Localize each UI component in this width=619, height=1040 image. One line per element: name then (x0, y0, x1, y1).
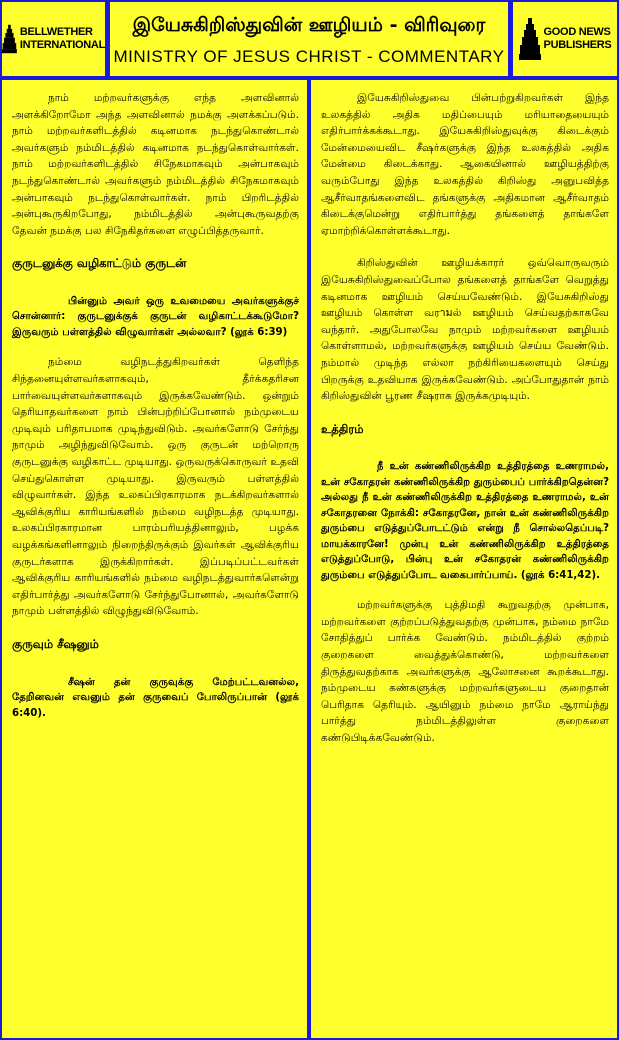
good-news-logo (513, 2, 617, 76)
left-column (2, 80, 307, 1038)
title-tamil: இயேசுகிறிஸ்துவின் ஊழியம் - விரிவுரை (132, 14, 486, 36)
right-paragraph-3: மற்றவர்களுக்கு புத்திமதி கூறுவதற்கு முன்பாக, மற்றவர்களை குற்றப்படுத்துவதற்கு முன்பாக, நம்மை நாமே சோதித்துப் பார்க்க வேண்டும். நம்மிடத்தில் குற்றம் குறைகளை வைத்துக்கொண்டு, மற்றவர்களை திருத்துவதற்காக அவர்களுக்கு ஆலோசனை கூறக்கூடாது. நம்முடைய கண்களுக்கு மற்றவர்களுடைய குறைதான் பெரிதாக தெரியும். ஆயினும் நம்மை நாமே ஆராய்ந்து பார்த்து நம்மிடத்திலுள்ள குறைகளை கண்டுபிடிக்கவேண்டும். (321, 599, 609, 745)
good-news-logo-text: GOOD NEWS PUBLISHERS (543, 26, 612, 51)
left-paragraph-1: நாம் மற்றவர்களுக்கு எந்த அளவினால் அளக்கிறோமோ அந்த அளவினால் நமக்கு அளக்கப்படும். நாம் மற்றவர்களிடத்தில் கடினமாக நடந்துகொண்டால் அவர்களும் நம்மிடத்தில் கடினமாக நடந்துகொள்வார்கள். நாம் மற்றவர்களிடத்தில் சிநேகமாகவும் அன்பாகவும் நடந்துகொண்டால் அவர்களும் நம்மிடத்தில் சிநேகமாகவும் அன்பாகவும் நடந்துகொள்வார்கள். நாம் பிறரிடத்தில் அன்புகூருகிறபோது, நம்மிடத்தில் அன்புகூருவதற்கு தேவன் நமக்கு பல சிநேகிதர்களை எழுப்பித்தருவார். (12, 92, 299, 237)
section-heading-beam: உத்திரம் (321, 421, 364, 436)
left-paragraph-2: நம்மை வழிநடத்துகிறவர்கள் தெளிந்த சிந்தனையுள்ளவர்களாகவும், தீர்க்கதரிசன பார்வையுள்ளவர்களாகவும் இருக்கவேண்டும். ஒன்றும் தெரியாதவர்களை நாம் பின்பற்றிப்போனால் நம்முடைய முடிவும் பரிதாபமாக முடிந்துவிடும். அவர்களோடு சேர்ந்து நாமும் அழிந்துவிடுவோம். ஒரு குருடன் மற்றொரு குருடனுக்கு வழிகாட்ட முடியாது. ஒருவருக்கொருவர் உதவி செய்துகொள்ள முடியாது. இருவரும் பள்ளத்தில் விழுவார்கள். இந்த உலகப்பிரகாரமாக நடக்கிறவர்களால் ஆவிக்குரிய காரியங்களில் நம்மை வழிநடத்த முடியாது. உலகப்பிரகாரமான பாரம்பரியத்தினாலும், பழக்க வழக்கங்களினாலும் நிறைந்திருக்கும் இவர்கள் ஆவிக்குரிய குருடர்களாக இருக்கிறார்கள். இப்படிப்பட்டவர்கள் ஆவிக்குரிய காரியங்களில் நம்மை வழிநடத்துவார்களென்று எதிர்பார்த்து அவர்களோடு சேர்ந்துபோனால், அவர்களோடு நாமும் பள்ளத்தில் விழுந்துவிடுவோம். (12, 356, 299, 618)
bellwether-logo-icon (2, 16, 17, 62)
section-heading-teacher-disciple: குருவும் சீஷனும் (12, 636, 99, 651)
page-header (110, 2, 508, 76)
good-news-logo-icon (519, 16, 541, 62)
title-english: MINISTRY OF JESUS CHRIST - COMMENTARY (113, 47, 505, 66)
right-paragraph-1: இயேசுகிறிஸ்துவை பின்பற்றுகிறவர்கள் இந்த உலகத்தில் அதிக மதிப்பையும் மரியாதையையும் எதிர்பார்க்கக்கூடாது. இயேசுகிறிஸ்துவுக்கு கிடைக்கும் மேன்மையைவிட சீஷர்களுக்கு இந்த உலகத்தில் அதிக மேன்மை கிடைக்காது. ஆகையினால் ஊழியத்திற்கு வரும்போது இந்த உலகத்தில் கிறிஸ்து அனுபவித்த ஆசீர்வாதங்களைவிட தங்களுக்கு அதிகமான ஆசீர்வாதம் கிடைக்குமென்று எதிர்பார்த்து தங்களைத் தாங்களே ஏமாற்றிக்கொள்ளக்கூடாது. (321, 92, 609, 237)
section-heading-blind-guide: குருடனுக்கு வழிகாட்டும் குருடன் (12, 256, 187, 271)
scripture-quote-luke-6-40: சீஷன் தன் குருவுக்கு மேற்பட்டவனல்ல, தேறினவன் எவனும் தன் குருவைப் போலிருப்பான் (லூக் 6:40). (12, 676, 299, 719)
right-column (311, 80, 617, 1038)
scripture-quote-luke-6-41-42: நீ உன் கண்ணிலிருக்கிற உத்திரத்தை உணராமல், உன் சகோதரன் கண்ணிலிருக்கிற துரும்பைப் பார்க்கிறதென்ன? அல்லது நீ உன் கண்ணிலிருக்கிற உத்திரத்தை உணராமல், உன் சகோதரனை நோக்கி: சகோதரனே, நான் உன் கண்ணிலிருக்கிற துரும்பை எடுத்துப்போடட்டும் என்று நீ சொல்லதெப்படி? மாயக்காரனே! முன்பு உன் கண்ணிலிருக்கிற உத்திரத்தை எடுத்துப்போடு, பின்பு உன் சகோதரன் கண்ணிலிருக்கிற துரும்பை எடுத்துப்போட வகைபார்ப்பாய். (லூக் 6:41,42). (321, 461, 609, 581)
bellwether-logo (2, 2, 105, 76)
right-paragraph-2: கிறிஸ்துவின் ஊழியக்காரர் ஒவ்வொருவரும் இயேசுகிறிஸ்துவைப்போல தங்களைத் தாங்களே வெறுத்து கடினமாக ஊழியம் செய்யவேண்டும். இயேசுகிறிஸ்து ஊழியம் கொள்ள வரามல் ஊழியம் செய்வதற்காகவே வந்தார். அதுபோலவே நாமும் மற்றவர்களை ஊழியம் கொள்ளாமல், மற்றவர்களுக்கு ஊழியம் செய்ய வேண்டும். நம்மால் முடிந்த எல்லா நற்கிரியைகளையும் செய்து பிறருக்கு உதவியாக இருக்கவேண்டும். அப்போதுதான் நாம் கிறிஸ்துவின் பூரண சீஷராக இருக்கமுடியும். (321, 257, 609, 403)
scripture-quote-luke-6-39: பின்னும் அவர் ஒரு உவமையை அவர்களுக்குச் சொன்னார்: குருடனுக்குக் குருடன் வழிகாட்டக்கூடுமோ? இருவரும் பள்ளத்தில் விழுவார்கள் அல்லவா? (லூக் 6:39) (12, 295, 299, 338)
bellwether-logo-text: BELLWETHER INTERNATIONAL (19, 26, 105, 51)
